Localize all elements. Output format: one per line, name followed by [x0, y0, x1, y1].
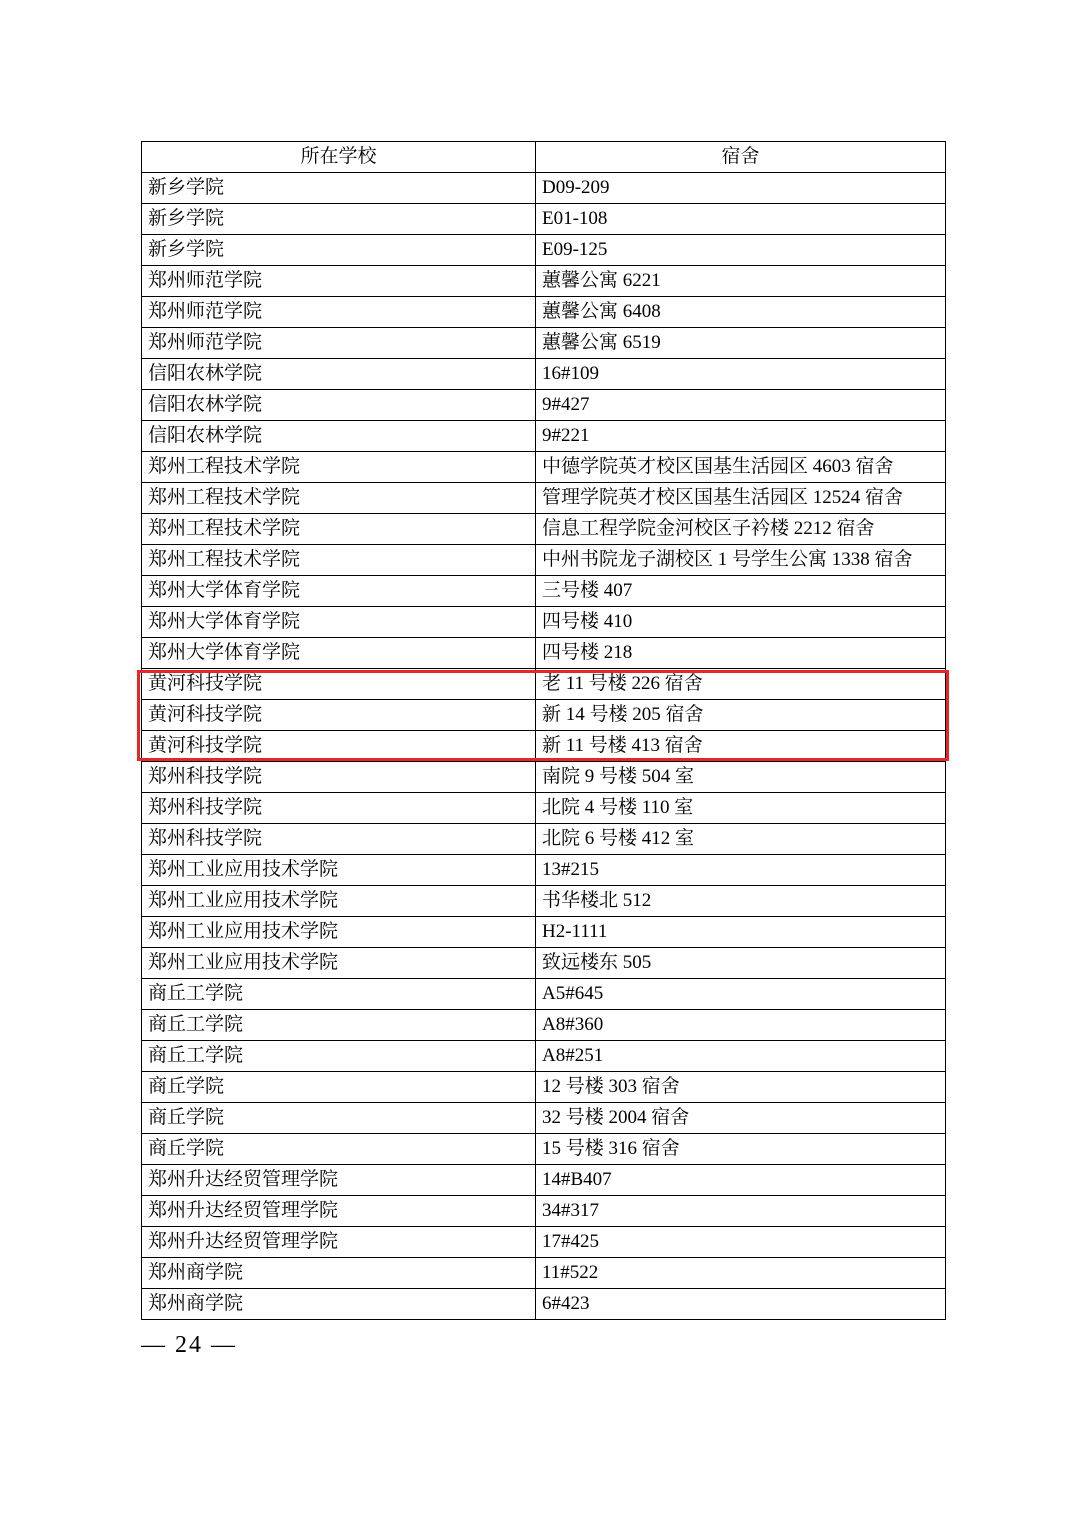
- cell-school: 郑州升达经贸管理学院: [142, 1196, 536, 1227]
- table-row: [142, 204, 946, 235]
- table-row: [142, 886, 946, 917]
- cell-dormitory: D09-209: [536, 173, 946, 204]
- table-body: [142, 173, 946, 1320]
- cell-dormitory: 致远楼东 505: [536, 948, 946, 979]
- table-row: [142, 452, 946, 483]
- cell-dormitory: 11#522: [536, 1258, 946, 1289]
- table-row: [142, 1165, 946, 1196]
- cell-school: 黄河科技学院: [142, 700, 536, 731]
- table-row: [142, 390, 946, 421]
- cell-dormitory: 蕙馨公寓 6519: [536, 328, 946, 359]
- cell-dormitory: 南院 9 号楼 504 室: [536, 762, 946, 793]
- cell-dormitory: 17#425: [536, 1227, 946, 1258]
- table-row: [142, 576, 946, 607]
- cell-dormitory: 四号楼 410: [536, 607, 946, 638]
- table-row: [142, 669, 946, 700]
- table-row: [142, 266, 946, 297]
- cell-school: 信阳农林学院: [142, 421, 536, 452]
- cell-dormitory: 34#317: [536, 1196, 946, 1227]
- cell-dormitory: 北院 6 号楼 412 室: [536, 824, 946, 855]
- cell-dormitory: 中州书院龙子湖校区 1 号学生公寓 1338 宿舍: [536, 545, 946, 576]
- table-row: [142, 421, 946, 452]
- table-row: [142, 1134, 946, 1165]
- cell-school: 新乡学院: [142, 173, 536, 204]
- cell-school: 商丘工学院: [142, 979, 536, 1010]
- cell-school: 商丘学院: [142, 1134, 536, 1165]
- cell-school: 郑州工业应用技术学院: [142, 855, 536, 886]
- cell-school: 郑州科技学院: [142, 824, 536, 855]
- table-row: [142, 948, 946, 979]
- cell-dormitory: 9#221: [536, 421, 946, 452]
- table-header: [142, 142, 946, 173]
- cell-school: 郑州大学体育学院: [142, 576, 536, 607]
- cell-school: 郑州科技学院: [142, 762, 536, 793]
- cell-dormitory: 北院 4 号楼 110 室: [536, 793, 946, 824]
- table-row: [142, 545, 946, 576]
- cell-dormitory: A8#360: [536, 1010, 946, 1041]
- cell-dormitory: E01-108: [536, 204, 946, 235]
- cell-school: 郑州师范学院: [142, 297, 536, 328]
- cell-school: 郑州师范学院: [142, 266, 536, 297]
- cell-school: 郑州工程技术学院: [142, 545, 536, 576]
- cell-dormitory: 书华楼北 512: [536, 886, 946, 917]
- table-row: [142, 731, 946, 762]
- cell-dormitory: 32 号楼 2004 宿舍: [536, 1103, 946, 1134]
- cell-dormitory: 老 11 号楼 226 宿舍: [536, 669, 946, 700]
- cell-dormitory: 管理学院英才校区国基生活园区 12524 宿舍: [536, 483, 946, 514]
- table-row: [142, 1289, 946, 1320]
- cell-school: 郑州工程技术学院: [142, 514, 536, 545]
- cell-dormitory: H2-1111: [536, 917, 946, 948]
- page-number: — 24 —: [141, 1332, 237, 1358]
- cell-school: 郑州商学院: [142, 1289, 536, 1320]
- table-row: [142, 173, 946, 204]
- cell-dormitory: 蕙馨公寓 6221: [536, 266, 946, 297]
- cell-dormitory: 新 14 号楼 205 宿舍: [536, 700, 946, 731]
- cell-school: 郑州工程技术学院: [142, 483, 536, 514]
- cell-dormitory: 四号楼 218: [536, 638, 946, 669]
- cell-dormitory: 13#215: [536, 855, 946, 886]
- cell-school: 信阳农林学院: [142, 390, 536, 421]
- table-row: [142, 855, 946, 886]
- table-header-row: [142, 142, 946, 173]
- cell-school: 郑州师范学院: [142, 328, 536, 359]
- table-row: [142, 1041, 946, 1072]
- cell-school: 新乡学院: [142, 235, 536, 266]
- cell-school: 郑州工程技术学院: [142, 452, 536, 483]
- cell-school: 郑州大学体育学院: [142, 638, 536, 669]
- table-row: [142, 483, 946, 514]
- cell-dormitory: 12 号楼 303 宿舍: [536, 1072, 946, 1103]
- table-row: [142, 762, 946, 793]
- cell-school: 黄河科技学院: [142, 731, 536, 762]
- table-row: [142, 1196, 946, 1227]
- cell-dormitory: 14#B407: [536, 1165, 946, 1196]
- table-row: [142, 793, 946, 824]
- cell-school: 郑州升达经贸管理学院: [142, 1165, 536, 1196]
- table-row: [142, 607, 946, 638]
- cell-dormitory: E09-125: [536, 235, 946, 266]
- cell-dormitory: 15 号楼 316 宿舍: [536, 1134, 946, 1165]
- cell-dormitory: 三号楼 407: [536, 576, 946, 607]
- table-row: [142, 235, 946, 266]
- cell-dormitory: A8#251: [536, 1041, 946, 1072]
- cell-school: 郑州工业应用技术学院: [142, 948, 536, 979]
- cell-school: 商丘工学院: [142, 1010, 536, 1041]
- column-header-dormitory: 宿舍: [536, 142, 946, 173]
- table-row: [142, 1258, 946, 1289]
- table-row: [142, 700, 946, 731]
- table-row: [142, 638, 946, 669]
- cell-dormitory: 6#423: [536, 1289, 946, 1320]
- table-row: [142, 1227, 946, 1258]
- cell-school: 黄河科技学院: [142, 669, 536, 700]
- cell-school: 郑州大学体育学院: [142, 607, 536, 638]
- cell-school: 商丘学院: [142, 1072, 536, 1103]
- cell-school: 郑州科技学院: [142, 793, 536, 824]
- table-row: [142, 979, 946, 1010]
- cell-school: 郑州工业应用技术学院: [142, 917, 536, 948]
- column-header-school: 所在学校: [142, 142, 536, 173]
- cell-dormitory: A5#645: [536, 979, 946, 1010]
- table-row: [142, 1103, 946, 1134]
- table-row: [142, 328, 946, 359]
- table-row: [142, 1010, 946, 1041]
- cell-dormitory: 蕙馨公寓 6408: [536, 297, 946, 328]
- table-row: [142, 514, 946, 545]
- table-row: [142, 359, 946, 390]
- cell-school: 郑州工业应用技术学院: [142, 886, 536, 917]
- table-row: [142, 917, 946, 948]
- cell-school: 信阳农林学院: [142, 359, 536, 390]
- cell-dormitory: 信息工程学院金河校区子衿楼 2212 宿舍: [536, 514, 946, 545]
- cell-school: 郑州商学院: [142, 1258, 536, 1289]
- cell-school: 新乡学院: [142, 204, 536, 235]
- cell-dormitory: 16#109: [536, 359, 946, 390]
- cell-school: 商丘学院: [142, 1103, 536, 1134]
- dormitory-table: [141, 141, 946, 1320]
- cell-dormitory: 中德学院英才校区国基生活园区 4603 宿舍: [536, 452, 946, 483]
- table-row: [142, 824, 946, 855]
- table-row: [142, 297, 946, 328]
- table-row: [142, 1072, 946, 1103]
- cell-dormitory: 9#427: [536, 390, 946, 421]
- dormitory-table-container: [141, 141, 945, 1320]
- cell-dormitory: 新 11 号楼 413 宿舍: [536, 731, 946, 762]
- cell-school: 郑州升达经贸管理学院: [142, 1227, 536, 1258]
- cell-school: 商丘工学院: [142, 1041, 536, 1072]
